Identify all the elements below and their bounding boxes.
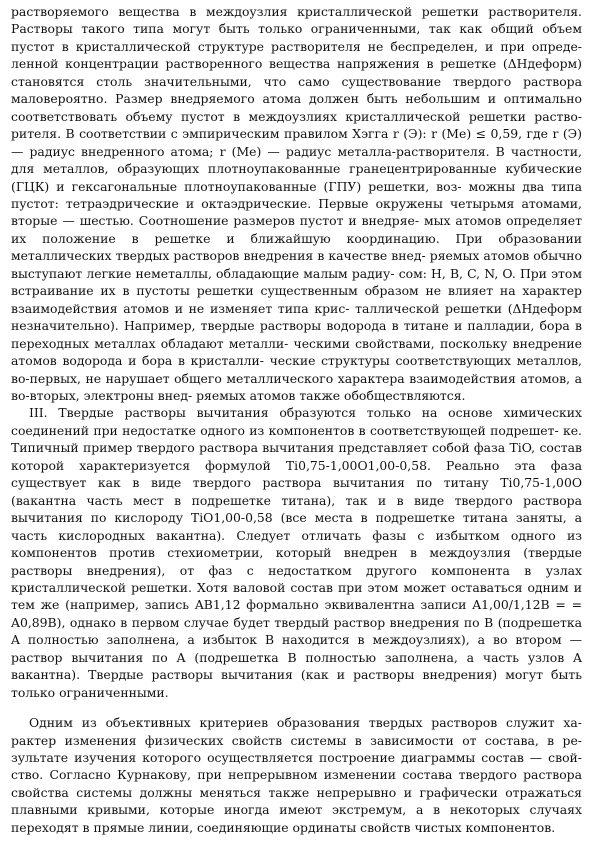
text-line: кристаллической решетки. Хотя валовой состав при этом может оставаться одним <box>11 579 569 595</box>
text-line: растворяемого вещества в междоузлия кристаллической решетки растворителя. <box>11 4 582 19</box>
text-line: частности, для металлов, образующих плотноупакованные гранецентрированные <box>11 143 582 177</box>
text-line: во втором — раствор вычитания по A (подрешетка B полностью заполнена, а <box>11 632 582 665</box>
text-line: сом: H, B, C, N, O. При этом встраивание их в пустоты решетки существенным <box>11 265 582 299</box>
text-line: становятся столь значительными, что само существование твердого раствора <box>11 73 582 89</box>
text-line: ческие структуры соответствующих металлов, во-первых, не нарушает общего <box>11 353 582 386</box>
text-line: маловероятно. Размер внедряемого атома должен быть небольшим и оптимально <box>11 91 582 107</box>
text-line: и тем же (например, запись AB1,12 формально эквивалентна записи A1,00/1,12B = <box>11 579 582 613</box>
text-line: При образовании металлических твердых растворов внедрения в качестве внед- <box>11 230 583 264</box>
text-line: водорода в титане и палладии, бора в переходных металлах обладают металли- <box>11 318 582 351</box>
text-line: ческими свойствами, поскольку внедрение атомов водорода и бора в кристалли- <box>11 335 582 369</box>
text-line: = A0,89B), однако в первом случае будет твердый раствор внедрения по B <box>11 597 582 630</box>
text-line: можны два типа пустот: тетраэдрические и октаэдрические. Первые окружены <box>11 178 582 211</box>
text-line: (подрешетка A полностью заполнена, а избыток B находится в междоузлиях), а <box>11 614 582 648</box>
text-line: III. Твердые растворы вычитания образуются только на основе химических <box>29 405 582 421</box>
text-line: ряемых атомов обычно выступают легкие неметаллы, обладающие малым радиу- <box>11 248 582 281</box>
text-line: Одним из объективных критериев образования твердых растворов служит ха- <box>29 715 582 731</box>
paragraph-interstitial-solutions <box>11 3 582 404</box>
text-line: мых атомов определяет их положение в решетке и ближайшую координацию. <box>11 213 582 246</box>
text-line: вычитания по кислороду TiO1,00-0,58 (все места в подрешетке титана заняты, а <box>11 510 582 526</box>
text-line: кубические (ГЦК) и гексагональные плотноупакованные (ГПУ) решетки, воз- <box>11 161 582 194</box>
text-line: ряемых атомов также обобществляются. <box>196 387 466 403</box>
text-line: r (Э) — радиус внедренного атома; r (Ме) — радиус металла-растворителя. В <box>11 126 582 159</box>
text-line: часть узлов A вакантна). Твердые растворы вычитания (как и растворы <box>11 649 582 683</box>
text-line: пустот в кристаллической структуре растворителя не беспределен, и при опреде- <box>11 38 582 54</box>
text-line: свойства системы должны меняться также непрерывно и графически отражаться <box>11 784 582 800</box>
text-line: рителя. В соответствии с эмпирическим правилом Хэгга r (Э): r (Ме) ≤ 0,59, где <box>11 126 548 142</box>
text-line: рактер изменения физических свойств системы в зависимости от состава, в ре- <box>11 732 582 748</box>
text-line: ленной концентрации растворенного вещества напряжения в решетке (ΔHдеформ) <box>11 56 582 72</box>
text-line: (вакантна часть мест в подрешетке титана), так и в виде твердого раствора <box>11 492 582 508</box>
paragraph-composition-property-criteria <box>11 714 582 836</box>
text-line: часть кислородных вакантна). Следует отличать фазы с избытком одного из <box>11 527 582 543</box>
paragraph-subtraction-solutions <box>11 404 582 701</box>
text-line: компонентов против стехиометрии, который внедрен в междоузлия (твердые <box>11 545 582 561</box>
text-line: растворы внедрения), от фаз с недостатком другого компонента в узлах <box>11 562 582 578</box>
text-line: фаза существует как в виде твердого раствора вычитания по титану Ti0,75-1,00O <box>11 457 582 491</box>
text-line: таллической решетки (ΔHдеформ незначительно). Например, твердые растворы <box>11 300 582 334</box>
text-line: плавными кривыми, которые иногда имеют экстремум, а в некоторых случаях <box>11 802 582 818</box>
text-line: TiO, состав которой характеризуется формулой Ti0,75-1,00O1,00-0,58. Реально эта <box>11 440 583 473</box>
text-line: соединений при недостатке одного из компонентов в соответствующей подрешет- <box>11 422 559 438</box>
text-line: соответствовать объему пустот в междоузлиях кристаллической решетки раство- <box>11 108 582 124</box>
text-line: переходят в прямые линии, соединяющие ординаты свойств чистых компонентов. <box>11 819 556 835</box>
text-line: Растворы такого типа могут быть только ограниченными, так как общий объем <box>11 21 582 37</box>
text-line: зультате изучения которого осуществляется построение диаграммы состав — свой- <box>11 750 582 766</box>
text-line: металлического характера взаимодействия атомов, а во-вторых, электроны внед- <box>11 370 582 403</box>
text-line: ство. Согласно Курнакову, при непрерывном изменении состава твердого раствора <box>11 767 582 783</box>
text-line: образом не влияет на характер взаимодействия атомов и не изменяет типа крис- <box>11 283 582 316</box>
text-line: внедрения) могут быть только ограниченными. <box>11 667 582 700</box>
text-line: ке. Типичный пример твердого раствора вычитания представляет собой фаза <box>11 422 582 456</box>
text-line: четырьмя атомами, вторые — шестью. Соотношение размеров пустот и внедряе- <box>11 195 583 229</box>
